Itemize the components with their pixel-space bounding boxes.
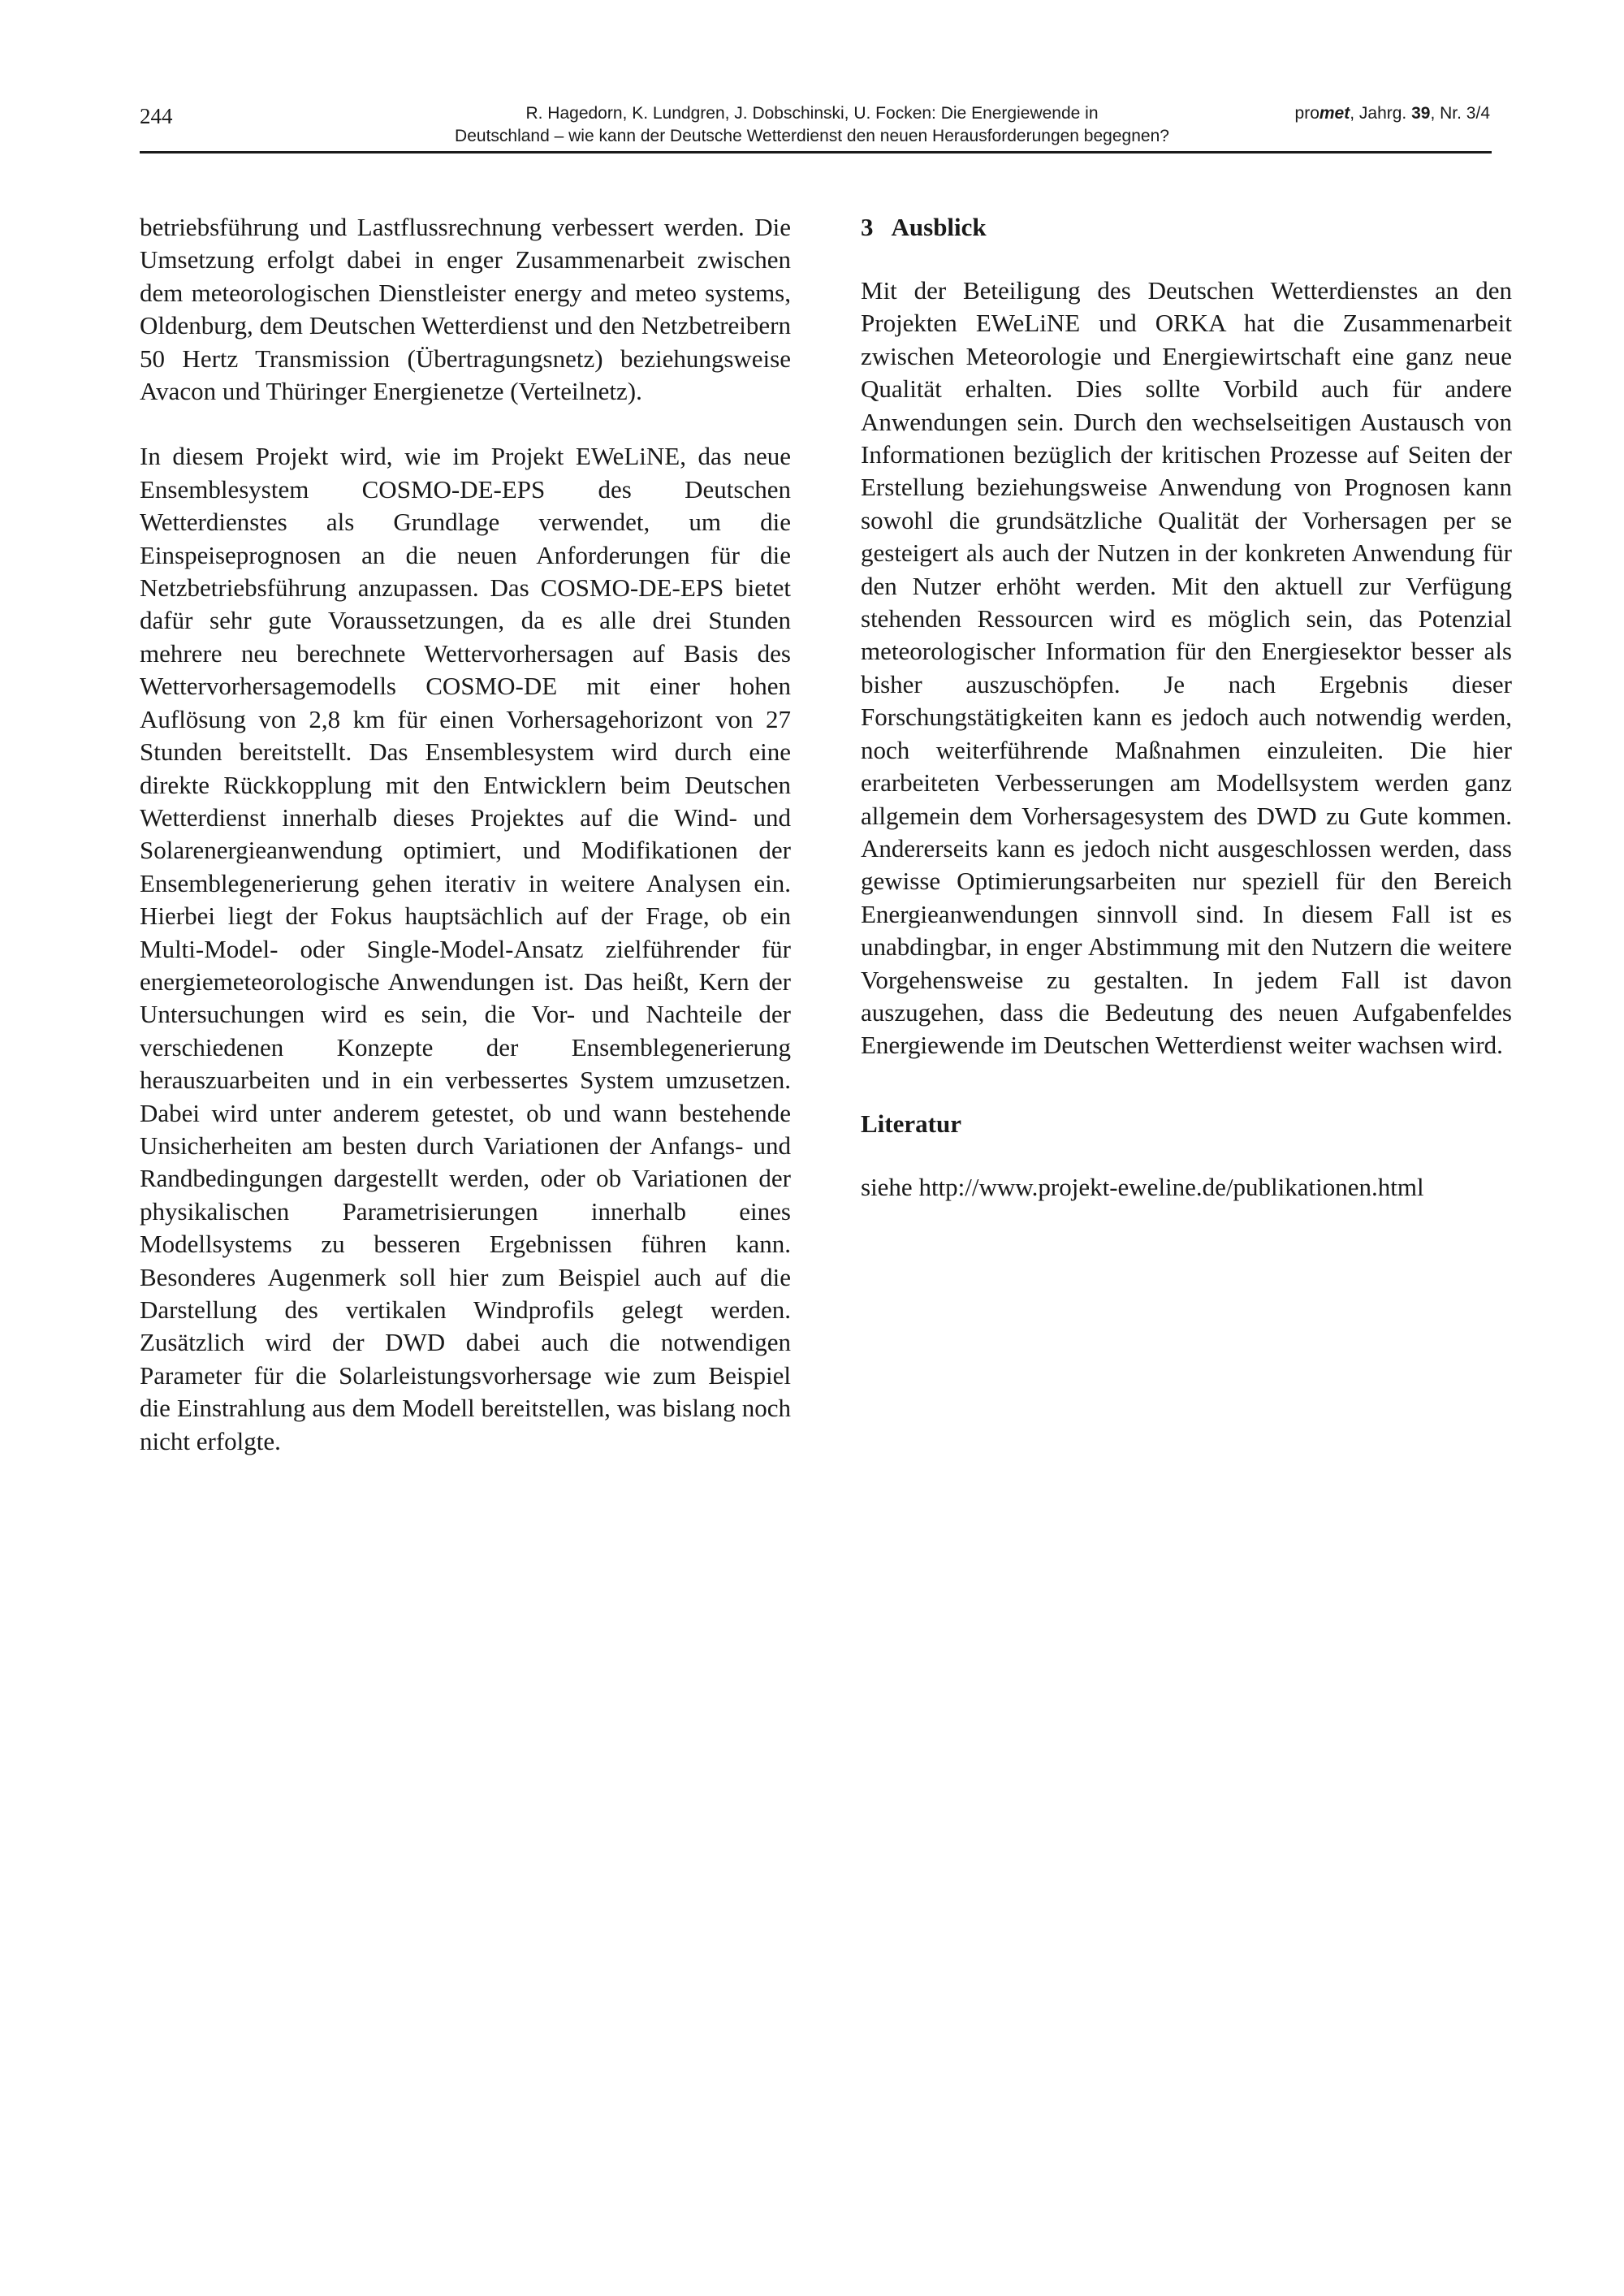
page-number: 244	[140, 104, 173, 128]
section-number: 3	[861, 213, 874, 241]
journal-year-label: , Jahrg.	[1350, 104, 1412, 123]
running-head-line-2: Deutschland – wie kann der Deutsche Wetterdienst den neuen Herausforderungen begegnen?	[455, 127, 1169, 145]
journal-reference	[1267, 102, 1490, 125]
header-rule	[140, 151, 1492, 153]
literatur-reference: siehe http://www.projekt-eweline.de/publikationen.html	[861, 1172, 1424, 1201]
literatur-heading: Literatur	[861, 1109, 961, 1138]
left-paragraph-2: In diesem Projekt wird, wie im Projekt EWeLiNE, das neue Ensemblesystem COSMO-DE-EPS des Deutschen Wetterdienstes als Grundlage verwendet, um die Einspeiseprognosen an die neuen Anforderungen für die Netzbetriebsführung anzupassen. Das COSMO-DE-EPS bietet dafür sehr gute Voraussetzungen, da es alle drei Stunden mehrere neu berechnete Wettervorhersagen auf Basis des Wettervorhersagemodells COSMO-DE mit einer hohen Auflösung von 2,8 km für einen Vorhersagehorizont von 27 Stunden bereitstellt. Das Ensemblesystem wird durch eine direkte Rückkopplung mit den Entwicklern beim Deutschen Wetterdienst innerhalb dieses Projektes auf die Wind- und Solarenergieanwendung optimiert, und Modifikationen der Ensemblegenerierung gehen iterativ in weitere Analysen ein. Hierbei liegt der Fokus hauptsächlich auf der Frage, ob ein Multi-Model- oder Single-Model-Ansatz zielführender für energiemeteorologische Anwendungen ist. Das heißt, Kern der Untersuchungen wird es sein, die Vor- und Nachteile der verschiedenen Konzepte der Ensemblegenerierung herauszuarbeiten und in ein verbessertes System umzusetzen. Dabei wird unter anderem getestet, ob und wann bestehende Unsicherheiten am besten durch Variationen der Anfangs- und Randbedingungen dargestellt werden, oder ob Variationen der physikalischen Parametrisierungen innerhalb eines Modellsystems zu besseren Ergebnissen führen kann. Besonderes Augenmerk soll hier zum Beispiel auch auf die Darstellung des vertikalen Windprofils gelegt werden. Zusätzlich wird der DWD dabei auch die notwendigen Parameter für die Solarleistungsvorhersage wie zum Beispiel die Einstrahlung aus dem Modell bereitstellen, was bislang noch nicht erfolgte.	[140, 442, 791, 1455]
right-column	[861, 211, 1512, 1204]
section-title: Ausblick	[891, 213, 987, 241]
running-head-line-1: R. Hagedorn, K. Lundgren, J. Dobschinski, U. Focken: Die Energiewende in	[525, 104, 1099, 123]
section-heading-ausblick	[861, 211, 1512, 244]
left-paragraph-1: betriebsführung und Lastflussrechnung verbessert werden. Die Umsetzung erfolgt dabei in enger Zusammenarbeit zwischen dem meteorologischen Dienstleister energy and meteo systems, Oldenburg, dem Deutschen Wetterdienst und den Netzbetreibern 50 Hertz Transmission (Übertragungsnetz) beziehungsweise Avacon und Thüringer Energienetze (Verteilnetz).	[140, 213, 791, 406]
running-head	[390, 102, 1234, 148]
journal-issue: , Nr. 3/4	[1430, 104, 1490, 123]
journal-name-pro: pro	[1294, 104, 1320, 123]
ausblick-paragraph: Mit der Beteiligung des Deutschen Wetterdienstes an den Projekten EWeLiNE und ORKA hat die Zusammenarbeit zwischen Meteorologie und Energiewirtschaft eine ganz neue Qualität erhalten. Dies sollte Vorbild auch für andere Anwendungen sein. Durch den wechselseitigen Austausch von Informationen bezüglich der kritischen Prozesse auf Seiten der Erstellung beziehungsweise Anwendung von Prognosen kann sowohl die grundsätzliche Qualität der Vorhersagen per se gesteigert als auch der Nutzen in der konkreten Anwendung für den Nutzer erhöht werden. Mit den aktuell zur Verfügung stehenden Ressourcen wird es möglich sein, das Potenzial meteorologischer Information für den Energiesektor besser als bisher auszuschöpfen. Je nach Ergebnis dieser Forschungstätigkeiten kann es jedoch auch notwendig werden, noch weiterführende Maßnahmen einzuleiten. Die hier erarbeiteten Verbesserungen am Modellsystem werden ganz allgemein dem Vorhersagesystem des DWD zu Gute kommen. Andererseits kann es jedoch nicht ausgeschlossen werden, dass gewisse Optimierungsarbeiten nur speziell für den Bereich Energieanwendungen sinnvoll sind. In diesem Fall ist es unabdingbar, in enger Abstimmung mit den Nutzern die weitere Vorgehensweise zu gestalten. In jedem Fall ist davon auszugehen, dass die Bedeutung des neuen Aufgabenfeldes Energiewende im Deutschen Wetterdienst weiter wachsen wird.	[861, 276, 1512, 1060]
journal-volume: 39	[1411, 104, 1431, 123]
journal-name-met: met	[1319, 104, 1350, 123]
left-column	[140, 211, 791, 1490]
